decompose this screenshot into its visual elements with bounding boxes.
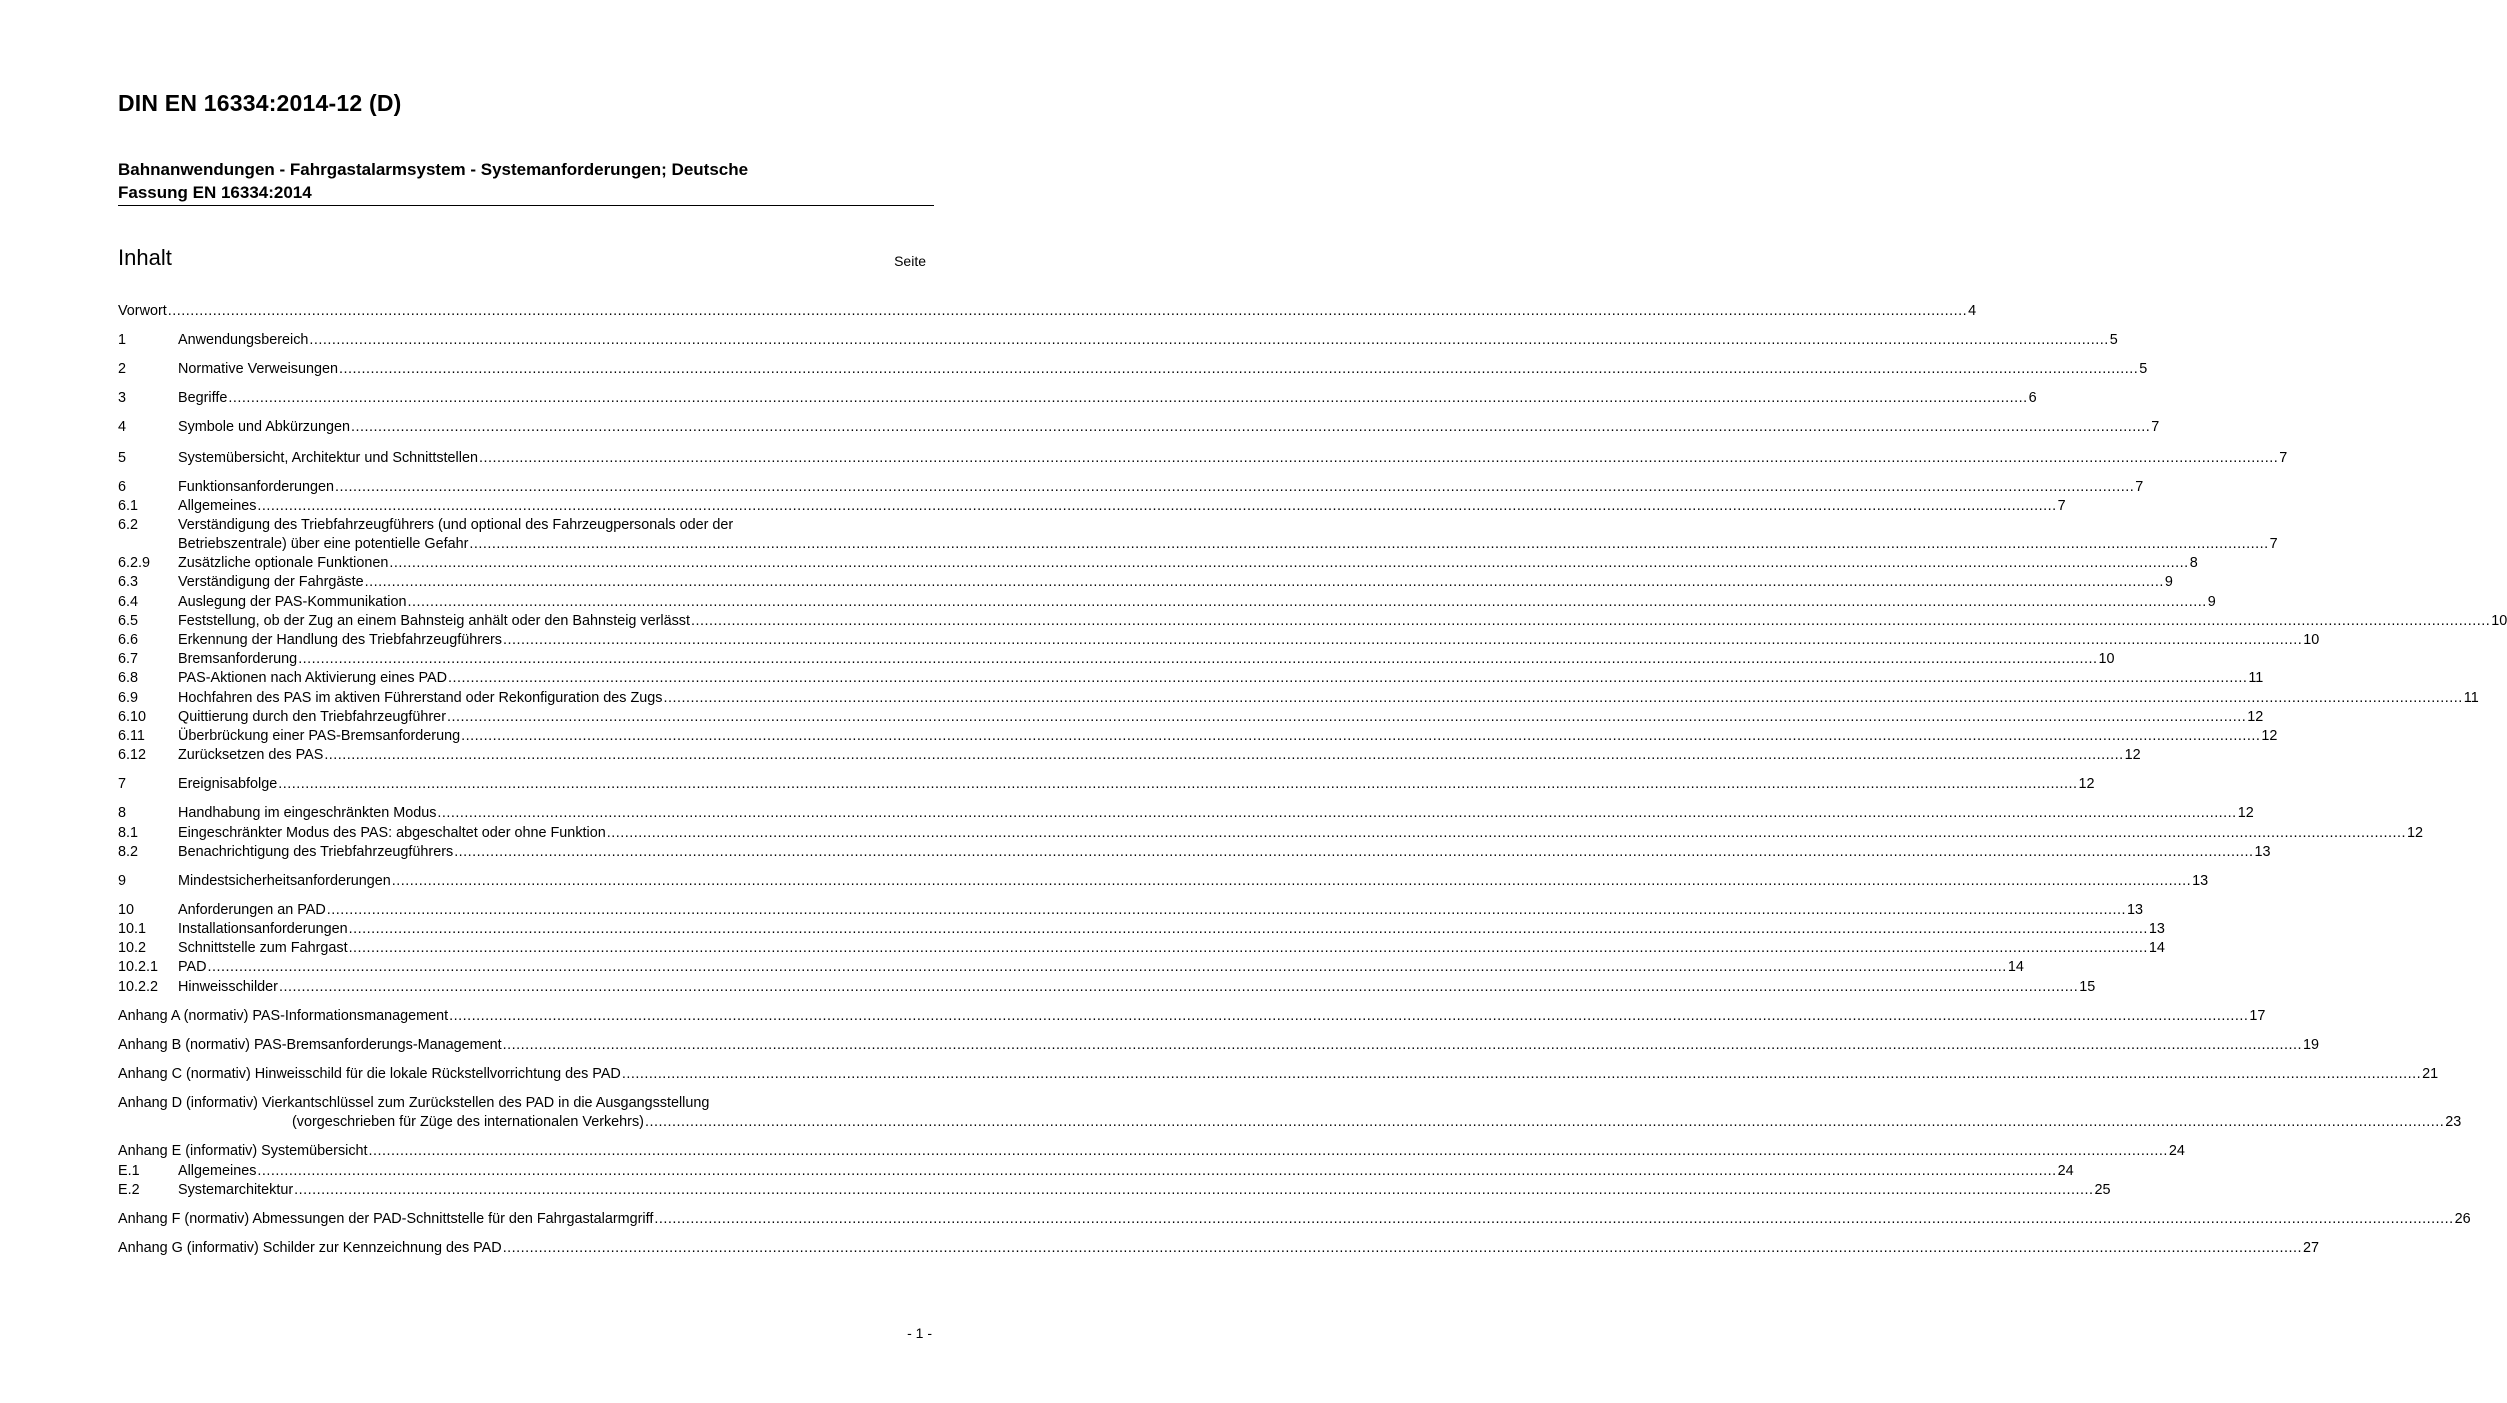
toc-entry-title: Hinweisschilder	[178, 979, 278, 995]
toc-entry-page: 12	[2237, 805, 2254, 821]
toc-leader-dots: ................................................................................................................................................................................................................................................................................................................................................................................................................	[167, 303, 1968, 319]
toc-entry-number: 8	[118, 805, 127, 821]
toc-entry-page: 4	[1968, 303, 1977, 319]
toc-entry[interactable]	[118, 593, 2216, 612]
toc-entry-title: Allgemeines	[178, 1163, 257, 1179]
toc-entry-number: 5	[118, 450, 127, 466]
toc-entry-title: Anhang A (normativ) PAS-Informationsmanagement	[118, 1008, 449, 1024]
toc-leader-dots: ................................................................................................................................................................................................................................................................................................................................................................................................................	[335, 479, 2135, 495]
toc-entry-title-continued: Betriebszentrale) über eine potentielle Gefahr	[178, 536, 469, 552]
document-title-line-1: Bahnanwendungen - Fahrgastalarmsystem - Systemanforderungen; Deutsche	[118, 160, 749, 179]
toc-leader-dots: ................................................................................................................................................................................................................................................................................................................................................................................................................	[228, 390, 2028, 406]
toc-entry-page: 12	[2078, 776, 2095, 792]
toc-leader-dots: ................................................................................................................................................................................................................................................................................................................................................................................................................	[389, 555, 2189, 571]
toc-entry-page: 23	[2445, 1114, 2462, 1130]
toc-entry[interactable]	[118, 331, 2118, 350]
toc-leader-dots: ................................................................................................................................................................................................................................................................................................................................................................................................................	[461, 728, 2261, 744]
toc-entry[interactable]	[118, 497, 2066, 516]
toc-entry-page: 14	[2148, 940, 2165, 956]
toc-entry-number: 7	[118, 776, 127, 792]
toc-entry-title: Ereignisabfolge	[178, 776, 278, 792]
toc-entry-page: 12	[2124, 747, 2141, 763]
toc-leader-dots: ................................................................................................................................................................................................................................................................................................................................................................................................................	[663, 690, 2463, 706]
toc-entry[interactable]	[118, 302, 1977, 321]
toc-entry-title: Installationsanforderungen	[178, 921, 348, 937]
toc-entry[interactable]	[118, 824, 2424, 843]
toc-entry-page: 12	[2407, 825, 2424, 841]
toc-entry[interactable]	[118, 669, 2264, 688]
toc-entry-page: 12	[2247, 709, 2264, 725]
toc-leader-dots: ................................................................................................................................................................................................................................................................................................................................................................................................................	[348, 921, 2148, 937]
toc-entry-number: 1	[118, 332, 127, 348]
toc-entry-page: 24	[2168, 1143, 2185, 1159]
toc-entry-title: Anhang D (informativ) Vierkantschlüssel zum Zurückstellen des PAD in die Ausgangsstellung	[118, 1095, 710, 1111]
toc-leader-dots: ................................................................................................................................................................................................................................................................................................................................................................................................................	[294, 1182, 2094, 1198]
toc-entry[interactable]	[118, 573, 2173, 592]
toc-entry-number: 10.2.2	[118, 979, 159, 995]
toc-entry-title: Mindestsicherheitsanforderungen	[178, 873, 391, 889]
toc-entry[interactable]	[118, 1094, 932, 1113]
toc-entry-number: 10	[118, 902, 135, 918]
toc-leader-dots: ................................................................................................................................................................................................................................................................................................................................................................................................................	[469, 536, 2269, 552]
toc-entry-title: Anhang F (normativ) Abmessungen der PAD-Schnittstelle für den Fahrgastalarmgriff	[118, 1211, 654, 1227]
toc-entry-title: Schnittstelle zum Fahrgast	[178, 940, 348, 956]
toc-leader-dots: ................................................................................................................................................................................................................................................................................................................................................................................................................	[446, 709, 2247, 725]
toc-leader-dots: ................................................................................................................................................................................................................................................................................................................................................................................................................	[454, 844, 2254, 860]
toc-entry-title: Verständigung des Triebfahrzeugführers (und optional des Fahrzeugpersonals oder der	[178, 517, 734, 533]
toc-entry-title: Funktionsanforderungen	[178, 479, 335, 495]
toc-leader-dots: ................................................................................................................................................................................................................................................................................................................................................................................................................	[348, 940, 2148, 956]
toc-entry-number: 6.10	[118, 709, 147, 725]
toc-entry-page: 17	[2249, 1008, 2266, 1024]
toc-leader-dots: ................................................................................................................................................................................................................................................................................................................................................................................................................	[324, 747, 2124, 763]
toc-entry[interactable]	[118, 901, 2144, 920]
toc-entry-title: Hochfahren des PAS im aktiven Führerstand oder Rekonfiguration des Zugs	[178, 690, 663, 706]
toc-entry-title: Symbole und Abkürzungen	[178, 419, 351, 435]
toc-entry-page: 13	[2254, 844, 2271, 860]
toc-entry-title: Verständigung der Fahrgäste	[178, 574, 364, 590]
toc-leader-dots: ................................................................................................................................................................................................................................................................................................................................................................................................................	[448, 670, 2248, 686]
title-divider	[118, 205, 934, 206]
toc-entry-number: 3	[118, 390, 127, 406]
toc-leader-dots: ................................................................................................................................................................................................................................................................................................................................................................................................................	[449, 1008, 2249, 1024]
document-id: DIN EN 16334:2014-12 (D)	[118, 90, 402, 116]
toc-entry-title: Begriffe	[178, 390, 228, 406]
toc-entry-page: 11	[2463, 690, 2479, 706]
toc-entry-number: 6.9	[118, 690, 139, 706]
toc-entry-number: 10.1	[118, 921, 147, 937]
toc-entry-number: 8.2	[118, 844, 139, 860]
toc-entry-number: E.1	[118, 1163, 140, 1179]
toc-entry-title: Auslegung der PAS-Kommunikation	[178, 594, 407, 610]
toc-leader-dots: ................................................................................................................................................................................................................................................................................................................................................................................................................	[298, 651, 2098, 667]
toc-entry-title: Anhang G (informativ) Schilder zur Kennzeichnung des PAD	[118, 1240, 502, 1256]
toc-entry-title: Anhang B (normativ) PAS-Bremsanforderungs-Management	[118, 1037, 502, 1053]
toc-entry-number: 6.2.9	[118, 555, 151, 571]
toc-entry-page: 7	[2135, 479, 2144, 495]
toc-entry[interactable]	[118, 958, 2024, 977]
toc-entry[interactable]	[118, 1239, 2319, 1258]
toc-entry-page: 10	[2491, 613, 2507, 629]
toc-entry-title: Anwendungsbereich	[178, 332, 309, 348]
toc-leader-dots: ................................................................................................................................................................................................................................................................................................................................................................................................................	[391, 873, 2192, 889]
toc-leader-dots: ................................................................................................................................................................................................................................................................................................................................................................................................................	[309, 332, 2109, 348]
toc-entry-title: Feststellung, ob der Zug an einem Bahnsteig anhält oder den Bahnsteig verlässt	[178, 613, 690, 629]
toc-entry-number: 6.1	[118, 498, 139, 514]
toc-entry-number: 8.1	[118, 825, 139, 841]
toc-entry-number: 4	[118, 419, 127, 435]
toc-entry[interactable]	[118, 1036, 2319, 1055]
toc-leader-dots: ................................................................................................................................................................................................................................................................................................................................................................................................................	[503, 632, 2303, 648]
toc-entry-title: Erkennung der Handlung des Triebfahrzeugführers	[178, 632, 502, 648]
toc-entry-number: E.2	[118, 1182, 140, 1198]
toc-entry[interactable]	[118, 872, 2209, 891]
toc-entry[interactable]	[118, 650, 2115, 669]
toc-entry-title: Bremsanforderung	[178, 651, 298, 667]
toc-entry[interactable]	[118, 775, 2095, 794]
toc-entry-page: 6	[2028, 390, 2037, 406]
toc-entry-page: 7	[2057, 498, 2066, 514]
toc-entry-page: 9	[2207, 594, 2216, 610]
toc-entry-page: 5	[2109, 332, 2118, 348]
toc-entry[interactable]	[118, 631, 2320, 650]
toc-leader-dots: ................................................................................................................................................................................................................................................................................................................................................................................................................	[654, 1211, 2454, 1227]
toc-entry[interactable]	[118, 1007, 2266, 1026]
toc-entry-page: 12	[2261, 728, 2278, 744]
toc-entry-number: 6.6	[118, 632, 139, 648]
toc-entry-title: Eingeschränkter Modus des PAS: abgeschaltet oder ohne Funktion	[178, 825, 606, 841]
toc-entry-title: Allgemeines	[178, 498, 257, 514]
toc-entry-page: 26	[2454, 1211, 2471, 1227]
toc-entry-page: 13	[2148, 921, 2165, 937]
toc-entry[interactable]	[118, 746, 2141, 765]
toc-leader-dots: ................................................................................................................................................................................................................................................................................................................................................................................................................	[207, 959, 2007, 975]
toc-entry-number: 9	[118, 873, 127, 889]
toc-leader-dots: ................................................................................................................................................................................................................................................................................................................................................................................................................	[338, 361, 2139, 377]
toc-entry[interactable]	[118, 1181, 2111, 1200]
toc-entry[interactable]	[118, 804, 2254, 823]
toc-entry[interactable]	[118, 920, 2165, 939]
toc-entry-page: 13	[2192, 873, 2209, 889]
toc-leader-dots: ................................................................................................................................................................................................................................................................................................................................................................................................................	[278, 979, 2079, 995]
toc-leader-dots: ................................................................................................................................................................................................................................................................................................................................................................................................................	[278, 776, 2078, 792]
toc-entry-number: 2	[118, 361, 127, 377]
toc-entry[interactable]	[118, 689, 2479, 708]
toc-entry-title: Benachrichtigung des Triebfahrzeugführers	[178, 844, 454, 860]
toc-entry-page: 11	[2248, 670, 2264, 686]
toc-entry-page: 21	[2422, 1066, 2439, 1082]
toc-entry[interactable]	[118, 516, 932, 535]
toc-entry-title: Anhang C (normativ) Hinweisschild für die lokale Rückstellvorrichtung des PAD	[118, 1066, 621, 1082]
toc-entry[interactable]	[118, 1142, 2185, 1161]
toc-entry-number: 6.5	[118, 613, 139, 629]
toc-entry-title: Anforderungen an PAD	[178, 902, 326, 918]
toc-leader-dots: ................................................................................................................................................................................................................................................................................................................................................................................................................	[478, 450, 2279, 466]
toc-entry-title: Normative Verweisungen	[178, 361, 338, 377]
toc-entry-page: 7	[2279, 450, 2288, 466]
toc-entry-page: 24	[2057, 1163, 2074, 1179]
toc-leader-dots: ................................................................................................................................................................................................................................................................................................................................................................................................................	[257, 1163, 2057, 1179]
toc-page-column-label: Seite	[894, 253, 926, 269]
toc-entry[interactable]	[118, 449, 2288, 468]
toc-entry[interactable]	[118, 843, 2271, 862]
toc-entry-title: Überbrückung einer PAS-Bremsanforderung	[178, 728, 461, 744]
toc-leader-dots: ................................................................................................................................................................................................................................................................................................................................................................................................................	[621, 1066, 2422, 1082]
toc-entry-title: Vorwort	[118, 303, 167, 319]
toc-entry-number: 6.4	[118, 594, 139, 610]
toc-entry-page: 14	[2007, 959, 2024, 975]
toc-entry-page: 9	[2164, 574, 2173, 590]
toc-entry-number: 6.12	[118, 747, 147, 763]
toc-entry-continuation[interactable]	[292, 1113, 2462, 1132]
toc-entry[interactable]	[118, 708, 2264, 727]
toc-leader-dots: ................................................................................................................................................................................................................................................................................................................................................................................................................	[502, 1037, 2302, 1053]
toc-leader-dots: ................................................................................................................................................................................................................................................................................................................................................................................................................	[351, 419, 2151, 435]
toc-entry[interactable]	[118, 360, 2148, 379]
toc-entry-number: 6.2	[118, 517, 139, 533]
toc-entry-title: Systemübersicht, Architektur und Schnittstellen	[178, 450, 478, 466]
toc-entry-number: 10.2.1	[118, 959, 159, 975]
toc-entry-page: 8	[2189, 555, 2198, 571]
toc-leader-dots: ................................................................................................................................................................................................................................................................................................................................................................................................................	[368, 1143, 2168, 1159]
toc-entry-title: Handhabung im eingeschränkten Modus	[178, 805, 437, 821]
toc-heading: Inhalt	[118, 245, 172, 270]
toc-entry-continuation[interactable]	[178, 535, 2278, 554]
toc-entry-number: 6	[118, 479, 127, 495]
toc-entry[interactable]	[118, 939, 2165, 958]
toc-entry-page: 13	[2127, 902, 2144, 918]
toc-entry-title: Anhang E (informativ) Systemübersicht	[118, 1143, 368, 1159]
toc-entry-number: 6.8	[118, 670, 139, 686]
toc-leader-dots: ................................................................................................................................................................................................................................................................................................................................................................................................................	[502, 1240, 2302, 1256]
toc-entry-title: Zurücksetzen des PAS	[178, 747, 324, 763]
toc-leader-dots: ................................................................................................................................................................................................................................................................................................................................................................................................................	[644, 1114, 2445, 1130]
toc-entry-page: 27	[2302, 1240, 2319, 1256]
toc-entry-title: Zusätzliche optionale Funktionen	[178, 555, 389, 571]
toc-entry[interactable]	[118, 1162, 2074, 1181]
toc-entry[interactable]	[118, 389, 2037, 408]
toc-entry-number: 6.7	[118, 651, 139, 667]
toc-entry-page: 10	[2303, 632, 2320, 648]
toc-entry[interactable]	[118, 418, 2160, 437]
document-title-line-2: Fassung EN 16334:2014	[118, 183, 312, 202]
toc-entry-title: PAS-Aktionen nach Aktivierung eines PAD	[178, 670, 448, 686]
toc-leader-dots: ................................................................................................................................................................................................................................................................................................................................................................................................................	[326, 902, 2127, 918]
toc-entry[interactable]	[118, 727, 2278, 746]
toc-entry[interactable]	[118, 554, 2198, 573]
toc-entry-number: 6.11	[118, 728, 145, 744]
page-number: - 1 -	[907, 1325, 932, 1341]
toc-entry-page: 25	[2094, 1182, 2111, 1198]
toc-entry[interactable]	[118, 1065, 2439, 1084]
toc-entry[interactable]	[118, 1210, 2471, 1229]
toc-entry-page: 7	[2151, 419, 2160, 435]
toc-leader-dots: ................................................................................................................................................................................................................................................................................................................................................................................................................	[691, 613, 2491, 629]
toc-entry-title: Quittierung durch den Triebfahrzeugführer	[178, 709, 446, 725]
toc-entry-page: 7	[2269, 536, 2278, 552]
toc-entry[interactable]	[118, 978, 2096, 997]
toc-leader-dots: ................................................................................................................................................................................................................................................................................................................................................................................................................	[407, 594, 2207, 610]
toc-entry-page: 15	[2079, 979, 2096, 995]
toc-entry-title-continued: (vorgeschrieben für Züge des internationalen Verkehrs)	[292, 1114, 644, 1130]
toc-entry[interactable]	[118, 612, 2507, 631]
toc-entry-number: 10.2	[118, 940, 147, 956]
toc-entry[interactable]	[118, 478, 2144, 497]
toc-entry-page: 5	[2139, 361, 2148, 377]
toc-entry-title: PAD	[178, 959, 207, 975]
toc-leader-dots: ................................................................................................................................................................................................................................................................................................................................................................................................................	[364, 574, 2164, 590]
toc-leader-dots: ................................................................................................................................................................................................................................................................................................................................................................................................................	[437, 805, 2237, 821]
toc-leader-dots: ................................................................................................................................................................................................................................................................................................................................................................................................................	[606, 825, 2406, 841]
toc-entry-page: 19	[2302, 1037, 2319, 1053]
document-title	[118, 158, 938, 204]
toc-leader-dots: ................................................................................................................................................................................................................................................................................................................................................................................................................	[257, 498, 2057, 514]
toc-entry-title: Systemarchitektur	[178, 1182, 294, 1198]
toc-entry-page: 10	[2098, 651, 2115, 667]
toc-entry-number: 6.3	[118, 574, 139, 590]
